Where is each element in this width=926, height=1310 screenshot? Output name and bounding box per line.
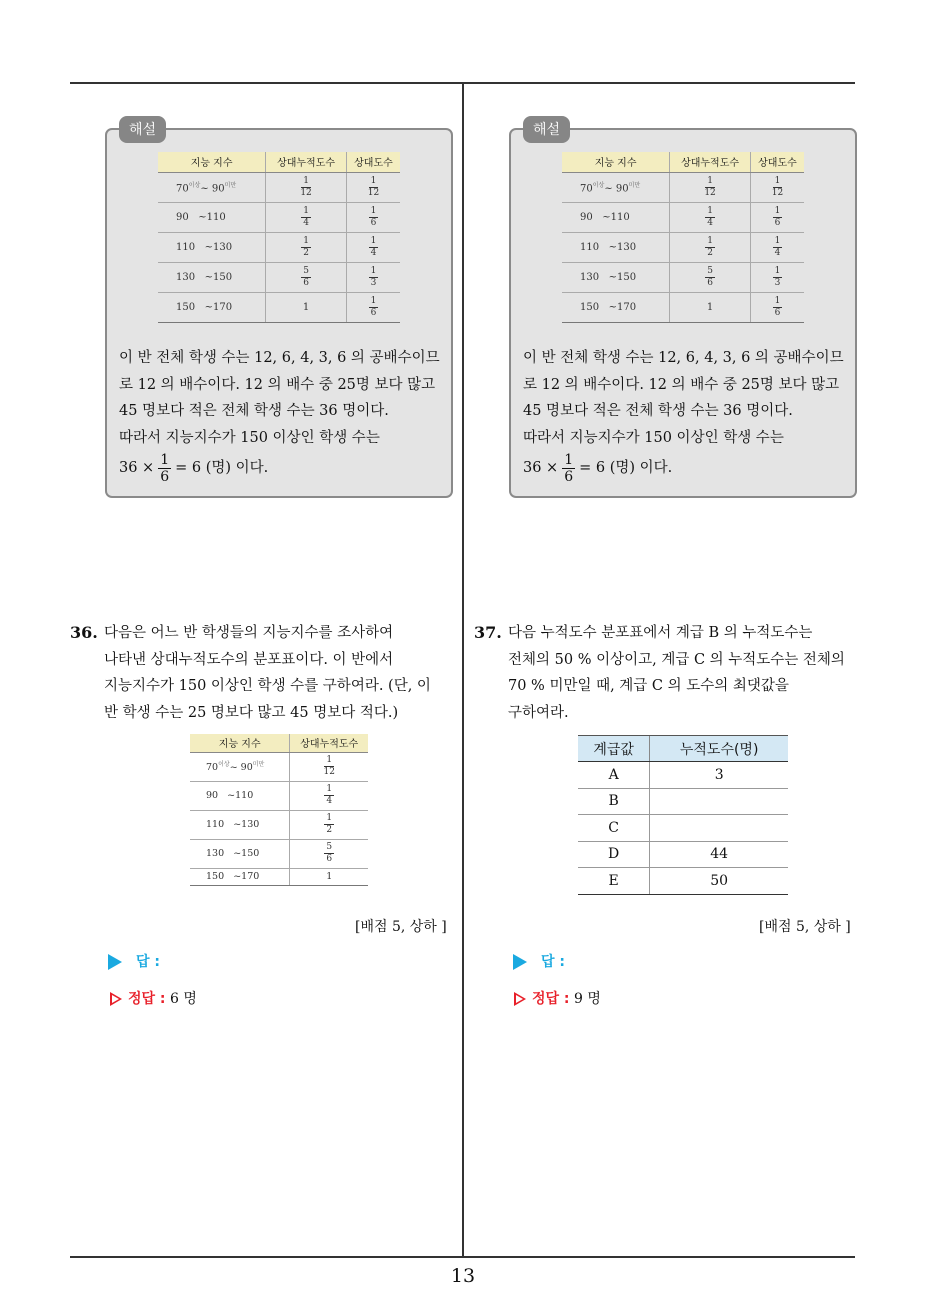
header-iq: 지능 지수 bbox=[158, 152, 266, 172]
header-cumulative-relative: 상대누적도수 bbox=[266, 152, 347, 172]
table-row: $70^{이상}\sim$ $90^{미만}$ $\frac{1}{12}$ bbox=[190, 752, 368, 781]
question-37 bbox=[474, 620, 859, 726]
outline-arrow-icon bbox=[514, 992, 526, 1006]
explanation-tag: 해설 bbox=[523, 116, 570, 143]
table-row: 110 ~130 $\frac{1}{2}$ bbox=[190, 810, 368, 839]
table-row: 90 ~110 $\frac{1}{4}$ $\frac{1}{6}$ bbox=[158, 202, 400, 232]
question-number: 37. bbox=[474, 623, 502, 642]
explanation-box-left bbox=[105, 122, 453, 498]
table-row: 130 ~150 $\frac{5}{6}$ $\frac{1}{3}$ bbox=[158, 262, 400, 292]
page-number: 13 bbox=[450, 1265, 476, 1287]
header-cumulative-relative: 상대누적도수 bbox=[670, 152, 751, 172]
q37-cumulative-table bbox=[578, 735, 788, 895]
explanation-tag: 해설 bbox=[119, 116, 166, 143]
header-iq: 지능 지수 bbox=[190, 734, 290, 752]
explanation-table bbox=[158, 152, 400, 323]
score-label: [배점 5, 상하 ] bbox=[355, 919, 447, 935]
explanation-table bbox=[562, 152, 804, 323]
header-class-value: 계급값 bbox=[578, 736, 650, 762]
table-row: A 3 bbox=[578, 762, 788, 789]
table-row: C bbox=[578, 815, 788, 842]
table-row: 90 ~110 $\frac{1}{4}$ $\frac{1}{6}$ bbox=[562, 202, 804, 232]
correct-answer-value: 6 명 bbox=[169, 991, 197, 1007]
header-cumulative-frequency: 누적도수(명) bbox=[650, 736, 788, 762]
question-text: 다음 누적도수 분포표에서 계급 B 의 누적도수는 전체의 50 % 이상이고, 계급 C 의 누적도수는 전체의 70 % 미만일 때, 계급 C 의 도수의 최댓값을 구하여라. bbox=[508, 625, 845, 721]
correct-answer-row: 정답 : 6 명 bbox=[110, 988, 197, 1008]
table-row: 110 ~130 $\frac{1}{2}$ $\frac{1}{4}$ bbox=[158, 232, 400, 262]
table-row: 130 ~150 $\frac{5}{6}$ $\frac{1}{3}$ bbox=[562, 262, 804, 292]
answer-input-row[interactable]: 답 : bbox=[108, 951, 160, 971]
bottom-rule bbox=[70, 1256, 855, 1258]
answer-input-row[interactable]: 답 : bbox=[513, 951, 565, 971]
calculation-line: 36 × $\frac{1}{6}$ = 6 (명) 이다. bbox=[119, 452, 269, 485]
table-row: D 44 bbox=[578, 841, 788, 868]
table-row: $70^{이상}\sim$ $90^{미만}$ $\frac{1}{12}$ $\frac{1}{12}$ bbox=[562, 172, 804, 202]
explanation-text: 이 반 전체 학생 수는 12, 6, 4, 3, 6 의 공배수이므 로 12 의 배수이다. 12 의 배수 중 25명 보다 많고 45 명보다 적은 전체 학생 수는 36 명이다. 따라서 지능지수가 150 이상인 학생 수는 36 × $\frac{1}{6}$ = 6 (명) 이다. bbox=[119, 345, 449, 484]
play-arrow-icon bbox=[108, 954, 122, 970]
table-row: 150 ~170 1 bbox=[190, 868, 368, 885]
table-row: E 50 bbox=[578, 868, 788, 895]
table-row: 150 ~170 1 $\frac{1}{6}$ bbox=[562, 292, 804, 322]
calculation-line: 36 × $\frac{1}{6}$ = 6 (명) 이다. bbox=[523, 452, 673, 485]
table-row: B bbox=[578, 788, 788, 815]
score-label: [배점 5, 상하 ] bbox=[759, 919, 851, 935]
correct-answer-row: 정답 : 9 명 bbox=[514, 988, 601, 1008]
header-relative: 상대도수 bbox=[750, 152, 804, 172]
question-text: 다음은 어느 반 학생들의 지능지수를 조사하여 나타낸 상대누적도수의 분포표이다. 이 반에서 지능지수가 150 이상인 학생 수를 구하여라. (단, 이 반 학생 수는 25 명보다 많고 45 명보다 적다.) bbox=[104, 625, 431, 721]
header-cumulative-relative: 상대누적도수 bbox=[290, 734, 368, 752]
outline-arrow-icon bbox=[110, 992, 122, 1006]
table-row: 110 ~130 $\frac{1}{2}$ $\frac{1}{4}$ bbox=[562, 232, 804, 262]
column-divider bbox=[462, 83, 464, 1258]
header-relative: 상대도수 bbox=[346, 152, 400, 172]
header-iq: 지능 지수 bbox=[562, 152, 670, 172]
explanation-text: 이 반 전체 학생 수는 12, 6, 4, 3, 6 의 공배수이므 로 12 의 배수이다. 12 의 배수 중 25명 보다 많고 45 명보다 적은 전체 학생 수는 36 명이다. 따라서 지능지수가 150 이상인 학생 수는 36 × $\frac{1}{6}$ = 6 (명) 이다. bbox=[523, 345, 853, 484]
q36-distribution-table bbox=[190, 734, 368, 886]
explanation-box-right bbox=[509, 122, 857, 498]
table-row: 130 ~150 $\frac{5}{6}$ bbox=[190, 839, 368, 868]
question-36 bbox=[70, 620, 455, 726]
question-number: 36. bbox=[70, 623, 98, 642]
table-row: $70^{이상}\sim$ $90^{미만}$ $\frac{1}{12}$ $\frac{1}{12}$ bbox=[158, 172, 400, 202]
table-row: 150 ~170 1 $\frac{1}{6}$ bbox=[158, 292, 400, 322]
table-row: 90 ~110 $\frac{1}{4}$ bbox=[190, 781, 368, 810]
play-arrow-icon bbox=[513, 954, 527, 970]
correct-answer-value: 9 명 bbox=[573, 991, 601, 1007]
